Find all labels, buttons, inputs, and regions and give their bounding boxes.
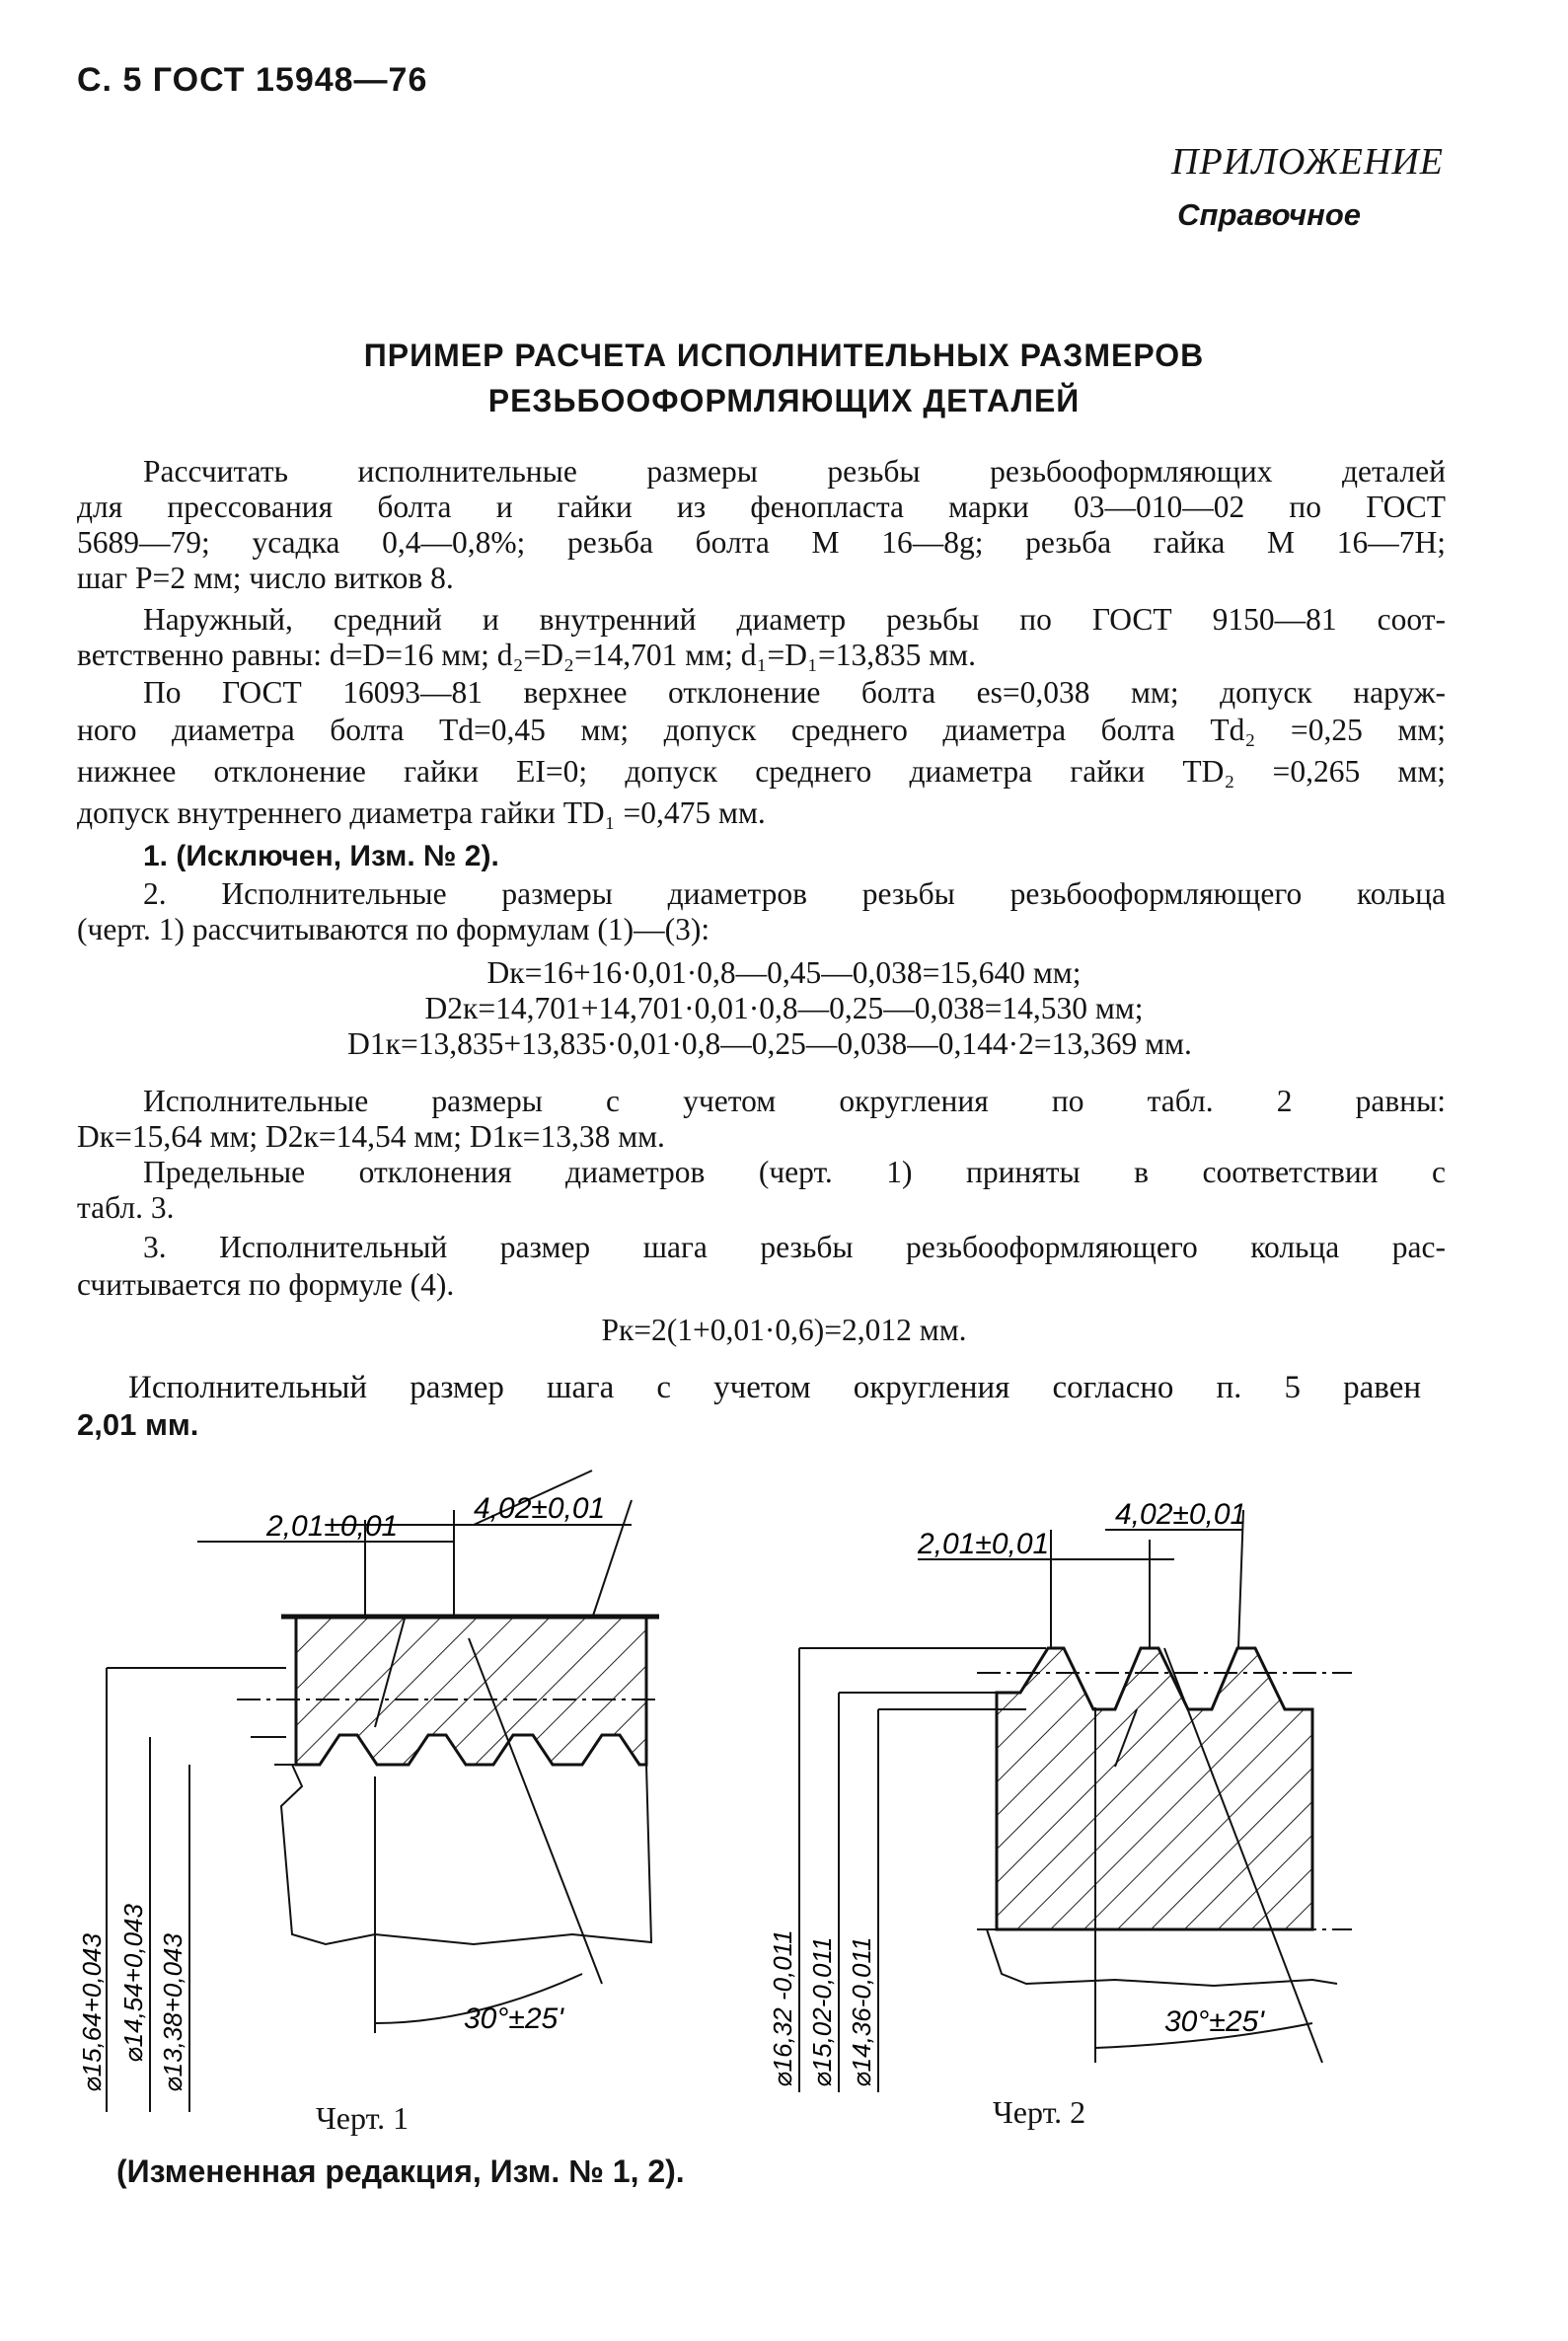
- paragraph-2-line: ветственно равны: d=D=16 мм; d₂=D₂=14,701 мм; d₁=D₁=13,835 мм.: [77, 638, 976, 672]
- section-title-line-1: ПРИМЕР РАСЧЕТА ИСПОЛНИТЕЛЬНЫХ РАЗМЕРОВ: [363, 338, 1205, 373]
- formula-3: D1к=13,835+13,835·0,01·0,8—0,25—0,038—0,144·2=13,369 мм.: [347, 1026, 1192, 1061]
- paragraph-4-line: Dк=15,64 мм; D2к=14,54 мм; D1к=13,38 мм.: [77, 1119, 665, 1154]
- paragraph-3-line: нижнее отклонение гайки EI=0; допуск среднего диаметра гайки TD₂ =0,265 мм;: [77, 754, 1446, 789]
- section-title-line-2: РЕЗЬБООФОРМЛЯЮЩИХ ДЕТАЛЕЙ: [487, 383, 1081, 418]
- paragraph-2-line: Наружный, средний и внутренний диаметр резьбы по ГОСТ 9150—81 соот-: [143, 602, 1446, 637]
- paragraph-3-line: По ГОСТ 16093—81 верхнее отклонение болта es=0,038 мм; допуск наруж-: [143, 675, 1446, 710]
- figure-1-drawing: [79, 1471, 710, 2102]
- figure-1-pitch-dim-1: 2,01±0,01: [266, 1510, 399, 1543]
- paragraph-1-line: для прессования болта и гайки из фенопласта марки 03—010—02 по ГОСТ: [77, 490, 1446, 524]
- figure-2-mid-diameter: ⌀15,02-0,011: [807, 1936, 837, 2087]
- figure-1-part: [237, 1617, 661, 1944]
- figure-1-inner-diameter: ⌀13,38+0,043: [158, 1933, 187, 2092]
- item-1: 1. (Исключен, Изм. № 2).: [143, 840, 499, 872]
- paragraph-1-line: 5689—79; усадка 0,4—0,8%; резьба болта М 16—8g; резьба гайка М 16—7H;: [77, 525, 1446, 560]
- formula-4: Pк=2(1+0,01·0,6)=2,012 мм.: [601, 1313, 967, 1347]
- formula-2: D2к=14,701+14,701·0,01·0,8—0,25—0,038=14,530 мм;: [424, 991, 1144, 1025]
- appendix-label: ПРИЛОЖЕНИЕ: [1171, 141, 1444, 183]
- figure-2-caption: Черт. 2: [993, 2094, 1086, 2130]
- item-2-line: 2. Исполнительные размеры диаметров резьбы резьбооформляющего кольца: [143, 876, 1446, 911]
- item-3-line: 3. Исполнительный размер шага резьбы резьбооформляющего кольца рас-: [143, 1230, 1446, 1264]
- figure-1-outer-diameter: ⌀15,64+0,043: [77, 1933, 107, 2092]
- figure-1-mid-diameter: ⌀14,54+0,043: [118, 1904, 148, 2063]
- paragraph-3-line: ного диаметра болта Td=0,45 мм; допуск среднего диаметра болта Td₂ =0,25 мм;: [77, 713, 1446, 747]
- paragraph-5-line: табл. 3.: [77, 1190, 175, 1225]
- page-header: С. 5 ГОСТ 15948—76: [77, 61, 428, 99]
- figure-2-outer-diameter: ⌀16,32 -0,011: [768, 1929, 797, 2087]
- figure-2-pitch-dim-1: 2,01±0,01: [918, 1528, 1050, 1560]
- formula-1: Dк=16+16·0,01·0,8—0,45—0,038=15,640 мм;: [486, 955, 1082, 990]
- figure-1-angle: 30°±25': [464, 2002, 563, 2035]
- paragraph-3-line: допуск внутреннего диаметра гайки TD₁ =0,475 мм.: [77, 795, 766, 830]
- paragraph-1-line: шаг P=2 мм; число витков 8.: [77, 561, 454, 595]
- figure-1-pitch-dim-2: 4,02±0,01: [474, 1492, 606, 1525]
- figure-2-pitch-dim-2: 4,02±0,01: [1115, 1498, 1247, 1531]
- figure-2-inner-diameter: ⌀14,36-0,011: [847, 1936, 876, 2087]
- paragraph-1-line: Рассчитать исполнительные размеры резьбы резьбооформляющих деталей: [143, 454, 1446, 489]
- figure-2-drawing: [768, 1498, 1431, 2092]
- appendix-type: Справочное: [1177, 197, 1361, 232]
- figure-2-part: [977, 1648, 1352, 1986]
- item-2-line: (черт. 1) рассчитываются по формулам (1)—(3):: [77, 912, 710, 946]
- paragraph-6-line: 2,01 мм.: [77, 1407, 199, 1442]
- footer-note: (Измененная редакция, Изм. № 1, 2).: [116, 2153, 685, 2189]
- paragraph-4-line: Исполнительные размеры с учетом округления по табл. 2 равны:: [143, 1084, 1446, 1118]
- figure-1-caption: Черт. 1: [316, 2100, 410, 2136]
- paragraph-6-line: Исполнительный размер шага с учетом округления согласно п. 5 равен: [128, 1370, 1421, 1405]
- figure-2-angle: 30°±25': [1164, 2005, 1264, 2038]
- item-3-line: считывается по формуле (4).: [77, 1267, 455, 1302]
- paragraph-5-line: Предельные отклонения диаметров (черт. 1) приняты в соответствии с: [143, 1155, 1446, 1189]
